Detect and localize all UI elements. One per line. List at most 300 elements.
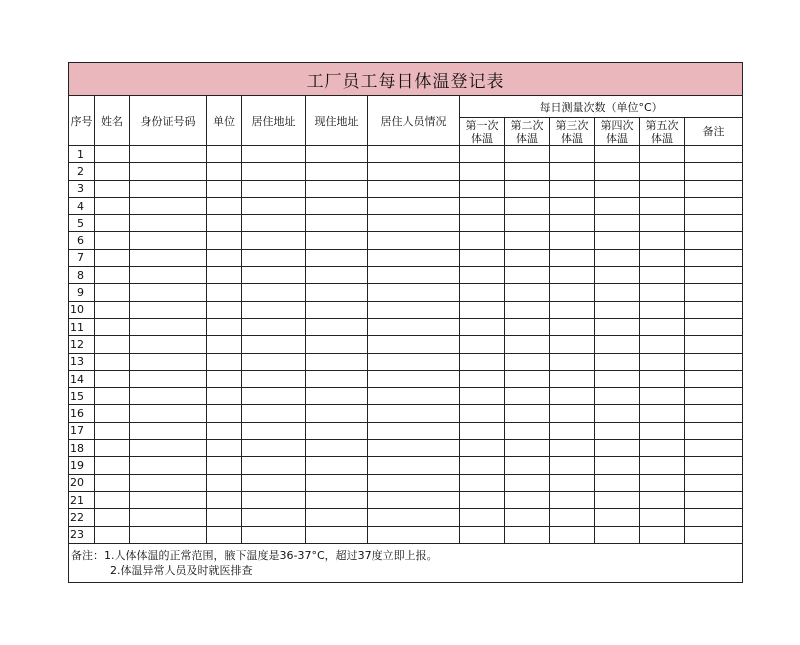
table-cell[interactable] [242, 146, 306, 163]
table-cell[interactable] [306, 197, 368, 214]
table-cell[interactable] [207, 284, 242, 301]
table-cell[interactable] [550, 232, 595, 249]
table-cell[interactable] [207, 457, 242, 474]
row-seq-number: 22 [69, 509, 95, 526]
table-cell[interactable] [505, 318, 550, 335]
note-line-2: 2.体温异常人员及时就医排查 [110, 563, 253, 577]
table-cell[interactable] [595, 474, 640, 491]
table-cell[interactable] [595, 301, 640, 318]
table-cell[interactable] [505, 509, 550, 526]
table-cell[interactable] [640, 163, 685, 180]
table-cell[interactable] [685, 215, 743, 232]
table-cell[interactable] [368, 318, 460, 335]
table-cell[interactable] [95, 163, 130, 180]
table-cell[interactable] [130, 457, 207, 474]
table-cell[interactable] [242, 509, 306, 526]
table-cell[interactable] [130, 197, 207, 214]
table-cell[interactable] [685, 267, 743, 284]
table-cell[interactable] [306, 163, 368, 180]
table-cell[interactable] [95, 422, 130, 439]
table-cell[interactable] [242, 422, 306, 439]
table-cell[interactable] [130, 491, 207, 508]
table-cell[interactable] [207, 249, 242, 266]
table-cell[interactable] [685, 336, 743, 353]
table-cell[interactable] [95, 370, 130, 387]
table-cell[interactable] [306, 215, 368, 232]
table-cell[interactable] [460, 509, 505, 526]
table-cell[interactable] [368, 215, 460, 232]
table-cell[interactable] [685, 232, 743, 249]
table-cell[interactable] [207, 232, 242, 249]
table-cell[interactable] [550, 491, 595, 508]
table-cell[interactable] [505, 163, 550, 180]
table-cell[interactable] [130, 474, 207, 491]
table-cell[interactable] [207, 422, 242, 439]
table-row [69, 474, 743, 491]
table-cell[interactable] [242, 249, 306, 266]
table-cell[interactable] [242, 215, 306, 232]
table-cell[interactable] [550, 370, 595, 387]
table-cell[interactable] [685, 388, 743, 405]
table-cell[interactable] [95, 318, 130, 335]
table-cell[interactable] [306, 440, 368, 457]
table-cell[interactable] [460, 440, 505, 457]
table-cell[interactable] [595, 509, 640, 526]
table-cell[interactable] [505, 526, 550, 543]
table-cell[interactable] [95, 405, 130, 422]
table-cell[interactable] [130, 284, 207, 301]
table-cell[interactable] [460, 526, 505, 543]
table-cell[interactable] [685, 422, 743, 439]
table-cell[interactable] [207, 388, 242, 405]
table-cell[interactable] [595, 491, 640, 508]
table-cell[interactable] [306, 146, 368, 163]
table-cell[interactable] [368, 301, 460, 318]
table-cell[interactable] [95, 336, 130, 353]
table-cell[interactable] [460, 491, 505, 508]
table-cell[interactable] [207, 146, 242, 163]
table-cell[interactable] [505, 474, 550, 491]
table-cell[interactable] [207, 405, 242, 422]
table-cell[interactable] [130, 509, 207, 526]
table-cell[interactable] [242, 388, 306, 405]
table-cell[interactable] [640, 318, 685, 335]
table-cell[interactable] [685, 197, 743, 214]
table-cell[interactable] [595, 353, 640, 370]
table-cell[interactable] [685, 284, 743, 301]
table-cell[interactable] [306, 457, 368, 474]
table-cell[interactable] [306, 474, 368, 491]
table-cell[interactable] [685, 457, 743, 474]
table-cell[interactable] [306, 301, 368, 318]
table-cell[interactable] [685, 180, 743, 197]
table-cell[interactable] [460, 215, 505, 232]
table-cell[interactable] [505, 232, 550, 249]
table-row [69, 249, 743, 266]
table-cell[interactable] [95, 474, 130, 491]
table-cell[interactable] [595, 526, 640, 543]
table-cell[interactable] [306, 353, 368, 370]
table-cell[interactable] [130, 388, 207, 405]
table-cell[interactable] [460, 197, 505, 214]
table-row [69, 526, 743, 543]
table-cell[interactable] [368, 197, 460, 214]
table-cell[interactable] [368, 370, 460, 387]
table-cell[interactable] [368, 163, 460, 180]
table-cell[interactable] [368, 180, 460, 197]
table-cell[interactable] [640, 422, 685, 439]
row-seq-number: 7 [69, 249, 95, 266]
table-cell[interactable] [640, 215, 685, 232]
table-cell[interactable] [685, 370, 743, 387]
table-cell[interactable] [550, 284, 595, 301]
table-cell[interactable] [550, 267, 595, 284]
table-cell[interactable] [242, 163, 306, 180]
table-cell[interactable] [550, 526, 595, 543]
table-cell[interactable] [505, 370, 550, 387]
table-cell[interactable] [505, 284, 550, 301]
table-cell[interactable] [207, 267, 242, 284]
table-cell[interactable] [368, 474, 460, 491]
table-cell[interactable] [685, 353, 743, 370]
table-cell[interactable] [207, 197, 242, 214]
table-cell[interactable] [207, 318, 242, 335]
table-cell[interactable] [130, 146, 207, 163]
table-cell[interactable] [306, 405, 368, 422]
table-cell[interactable] [368, 249, 460, 266]
table-cell[interactable] [460, 353, 505, 370]
table-cell[interactable] [95, 215, 130, 232]
table-cell[interactable] [130, 163, 207, 180]
table-cell[interactable] [130, 232, 207, 249]
table-cell[interactable] [550, 388, 595, 405]
table-cell[interactable] [505, 388, 550, 405]
table-cell[interactable] [685, 249, 743, 266]
table-cell[interactable] [685, 491, 743, 508]
table-cell[interactable] [242, 491, 306, 508]
table-cell[interactable] [368, 440, 460, 457]
table-cell[interactable] [460, 457, 505, 474]
table-cell[interactable] [550, 474, 595, 491]
table-cell[interactable] [130, 405, 207, 422]
table-row [69, 197, 743, 214]
row-seq-number: 17 [69, 422, 95, 439]
table-cell[interactable] [95, 267, 130, 284]
table-cell[interactable] [640, 284, 685, 301]
table-cell[interactable] [368, 388, 460, 405]
table-cell[interactable] [595, 163, 640, 180]
header-residents: 居住人员情况 [368, 96, 460, 146]
table-cell[interactable] [460, 318, 505, 335]
table-cell[interactable] [640, 267, 685, 284]
row-seq-number: 11 [69, 318, 95, 335]
table-cell[interactable] [595, 249, 640, 266]
table-cell[interactable] [130, 440, 207, 457]
table-cell[interactable] [368, 336, 460, 353]
table-cell[interactable] [242, 197, 306, 214]
table-cell[interactable] [550, 318, 595, 335]
table-cell[interactable] [595, 422, 640, 439]
table-cell[interactable] [505, 249, 550, 266]
table-cell[interactable] [505, 267, 550, 284]
table-cell[interactable] [130, 526, 207, 543]
table-cell[interactable] [242, 180, 306, 197]
header-reading-3: 第三次 体温 [550, 118, 595, 146]
table-cell[interactable] [306, 491, 368, 508]
table-cell[interactable] [685, 474, 743, 491]
table-cell[interactable] [640, 146, 685, 163]
table-cell[interactable] [460, 163, 505, 180]
table-cell[interactable] [640, 370, 685, 387]
table-cell[interactable] [130, 301, 207, 318]
table-cell[interactable] [550, 301, 595, 318]
table-cell[interactable] [207, 526, 242, 543]
table-cell[interactable] [460, 422, 505, 439]
table-cell[interactable] [640, 388, 685, 405]
table-cell[interactable] [95, 146, 130, 163]
table-cell[interactable] [242, 474, 306, 491]
table-body [69, 146, 743, 544]
row-seq-number: 10 [69, 301, 95, 318]
table-cell[interactable] [242, 318, 306, 335]
row-seq-number: 14 [69, 370, 95, 387]
table-cell[interactable] [242, 526, 306, 543]
table-cell[interactable] [306, 388, 368, 405]
table-cell[interactable] [242, 405, 306, 422]
table-cell[interactable] [505, 146, 550, 163]
table-cell[interactable] [460, 180, 505, 197]
table-cell[interactable] [207, 180, 242, 197]
table-cell[interactable] [242, 232, 306, 249]
table-cell[interactable] [460, 336, 505, 353]
table-cell[interactable] [640, 180, 685, 197]
table-cell[interactable] [595, 146, 640, 163]
table-cell[interactable] [368, 353, 460, 370]
table-cell[interactable] [130, 370, 207, 387]
table-cell[interactable] [595, 232, 640, 249]
table-cell[interactable] [685, 405, 743, 422]
table-cell[interactable] [595, 405, 640, 422]
table-cell[interactable] [368, 267, 460, 284]
table-cell[interactable] [306, 336, 368, 353]
table-cell[interactable] [460, 474, 505, 491]
table-cell[interactable] [207, 491, 242, 508]
table-cell[interactable] [95, 197, 130, 214]
table-cell[interactable] [368, 284, 460, 301]
table-cell[interactable] [640, 526, 685, 543]
table-cell[interactable] [207, 163, 242, 180]
table-cell[interactable] [505, 197, 550, 214]
table-cell[interactable] [550, 422, 595, 439]
table-cell[interactable] [95, 526, 130, 543]
row-seq-number: 23 [69, 526, 95, 543]
table-cell[interactable] [306, 526, 368, 543]
table-cell[interactable] [207, 509, 242, 526]
table-cell[interactable] [460, 405, 505, 422]
table-cell[interactable] [306, 422, 368, 439]
table-cell[interactable] [242, 353, 306, 370]
table-cell[interactable] [368, 526, 460, 543]
table-cell[interactable] [95, 509, 130, 526]
table-cell[interactable] [595, 197, 640, 214]
table-cell[interactable] [550, 457, 595, 474]
row-seq-number: 3 [69, 180, 95, 197]
table-cell[interactable] [550, 215, 595, 232]
table-cell[interactable] [640, 474, 685, 491]
table-cell[interactable] [685, 509, 743, 526]
table-cell[interactable] [640, 491, 685, 508]
row-seq-number: 6 [69, 232, 95, 249]
table-cell[interactable] [242, 440, 306, 457]
table-cell[interactable] [505, 353, 550, 370]
table-cell[interactable] [306, 284, 368, 301]
table-cell[interactable] [460, 146, 505, 163]
table-cell[interactable] [640, 301, 685, 318]
header-seq: 序号 [69, 96, 95, 146]
table-cell[interactable] [207, 336, 242, 353]
table-cell[interactable] [685, 526, 743, 543]
table-cell[interactable] [95, 284, 130, 301]
table-cell[interactable] [550, 180, 595, 197]
table-cell[interactable] [640, 197, 685, 214]
table-cell[interactable] [505, 215, 550, 232]
table-cell[interactable] [207, 301, 242, 318]
table-cell[interactable] [595, 336, 640, 353]
table-cell[interactable] [207, 353, 242, 370]
table-cell[interactable] [640, 405, 685, 422]
table-cell[interactable] [368, 457, 460, 474]
table-cell[interactable] [130, 267, 207, 284]
table-cell[interactable] [95, 440, 130, 457]
table-cell[interactable] [130, 180, 207, 197]
table-cell[interactable] [640, 353, 685, 370]
table-cell[interactable] [460, 267, 505, 284]
table-cell[interactable] [130, 336, 207, 353]
header-reading-5: 第五次 体温 [640, 118, 685, 146]
table-cell[interactable] [460, 232, 505, 249]
table-cell[interactable] [242, 267, 306, 284]
table-cell[interactable] [306, 509, 368, 526]
table-cell[interactable] [130, 318, 207, 335]
table-cell[interactable] [595, 267, 640, 284]
table-cell[interactable] [95, 388, 130, 405]
table-cell[interactable] [505, 405, 550, 422]
table-cell[interactable] [550, 163, 595, 180]
table-cell[interactable] [306, 180, 368, 197]
table-cell[interactable] [242, 370, 306, 387]
table-cell[interactable] [130, 249, 207, 266]
table-cell[interactable] [640, 509, 685, 526]
table-cell[interactable] [685, 163, 743, 180]
table-cell[interactable] [95, 457, 130, 474]
header-remarks: 备注 [685, 118, 743, 146]
header-residence: 居住地址 [242, 96, 306, 146]
table-cell[interactable] [368, 422, 460, 439]
page-title: 工厂员工每日体温登记表 [69, 63, 743, 96]
table-cell[interactable] [550, 353, 595, 370]
table-cell[interactable] [207, 215, 242, 232]
table-cell[interactable] [368, 146, 460, 163]
table-cell[interactable] [595, 284, 640, 301]
table-cell[interactable] [505, 457, 550, 474]
table-cell[interactable] [95, 491, 130, 508]
table-cell[interactable] [306, 267, 368, 284]
table-cell[interactable] [505, 491, 550, 508]
table-cell[interactable] [550, 197, 595, 214]
table-cell[interactable] [368, 232, 460, 249]
table-cell[interactable] [95, 301, 130, 318]
table-cell[interactable] [460, 388, 505, 405]
table-cell[interactable] [640, 232, 685, 249]
table-cell[interactable] [95, 353, 130, 370]
table-cell[interactable] [207, 440, 242, 457]
table-cell[interactable] [550, 405, 595, 422]
table-cell[interactable] [595, 440, 640, 457]
table-cell[interactable] [640, 457, 685, 474]
table-cell[interactable] [306, 318, 368, 335]
table-cell[interactable] [306, 249, 368, 266]
table-cell[interactable] [595, 388, 640, 405]
table-cell[interactable] [242, 301, 306, 318]
table-cell[interactable] [640, 336, 685, 353]
table-cell[interactable] [460, 249, 505, 266]
table-cell[interactable] [130, 422, 207, 439]
table-cell[interactable] [505, 336, 550, 353]
table-cell[interactable] [685, 318, 743, 335]
table-cell[interactable] [207, 474, 242, 491]
table-cell[interactable] [505, 422, 550, 439]
table-cell[interactable] [640, 440, 685, 457]
table-cell[interactable] [550, 509, 595, 526]
table-cell[interactable] [242, 284, 306, 301]
table-cell[interactable] [368, 491, 460, 508]
table-cell[interactable] [640, 249, 685, 266]
table-cell[interactable] [505, 301, 550, 318]
table-cell[interactable] [95, 180, 130, 197]
table-cell[interactable] [306, 232, 368, 249]
table-cell[interactable] [306, 370, 368, 387]
table-cell[interactable] [505, 440, 550, 457]
table-cell[interactable] [368, 405, 460, 422]
table-cell[interactable] [95, 249, 130, 266]
table-cell[interactable] [595, 457, 640, 474]
table-row [69, 440, 743, 457]
table-cell[interactable] [242, 336, 306, 353]
table-cell[interactable] [550, 336, 595, 353]
table-cell[interactable] [505, 180, 550, 197]
table-cell[interactable] [595, 370, 640, 387]
table-cell[interactable] [460, 301, 505, 318]
table-cell[interactable] [368, 509, 460, 526]
table-cell[interactable] [460, 370, 505, 387]
table-cell[interactable] [550, 440, 595, 457]
temperature-log-sheet [68, 62, 742, 583]
table-cell[interactable] [242, 457, 306, 474]
table-cell[interactable] [550, 249, 595, 266]
table-cell[interactable] [595, 215, 640, 232]
table-cell[interactable] [207, 370, 242, 387]
table-cell[interactable] [685, 301, 743, 318]
table-cell[interactable] [460, 284, 505, 301]
table-cell[interactable] [130, 353, 207, 370]
table-cell[interactable] [550, 146, 595, 163]
table-cell[interactable] [685, 440, 743, 457]
table-cell[interactable] [595, 180, 640, 197]
table-cell[interactable] [685, 146, 743, 163]
table-cell[interactable] [595, 318, 640, 335]
table-cell[interactable] [130, 215, 207, 232]
table-cell[interactable] [95, 232, 130, 249]
